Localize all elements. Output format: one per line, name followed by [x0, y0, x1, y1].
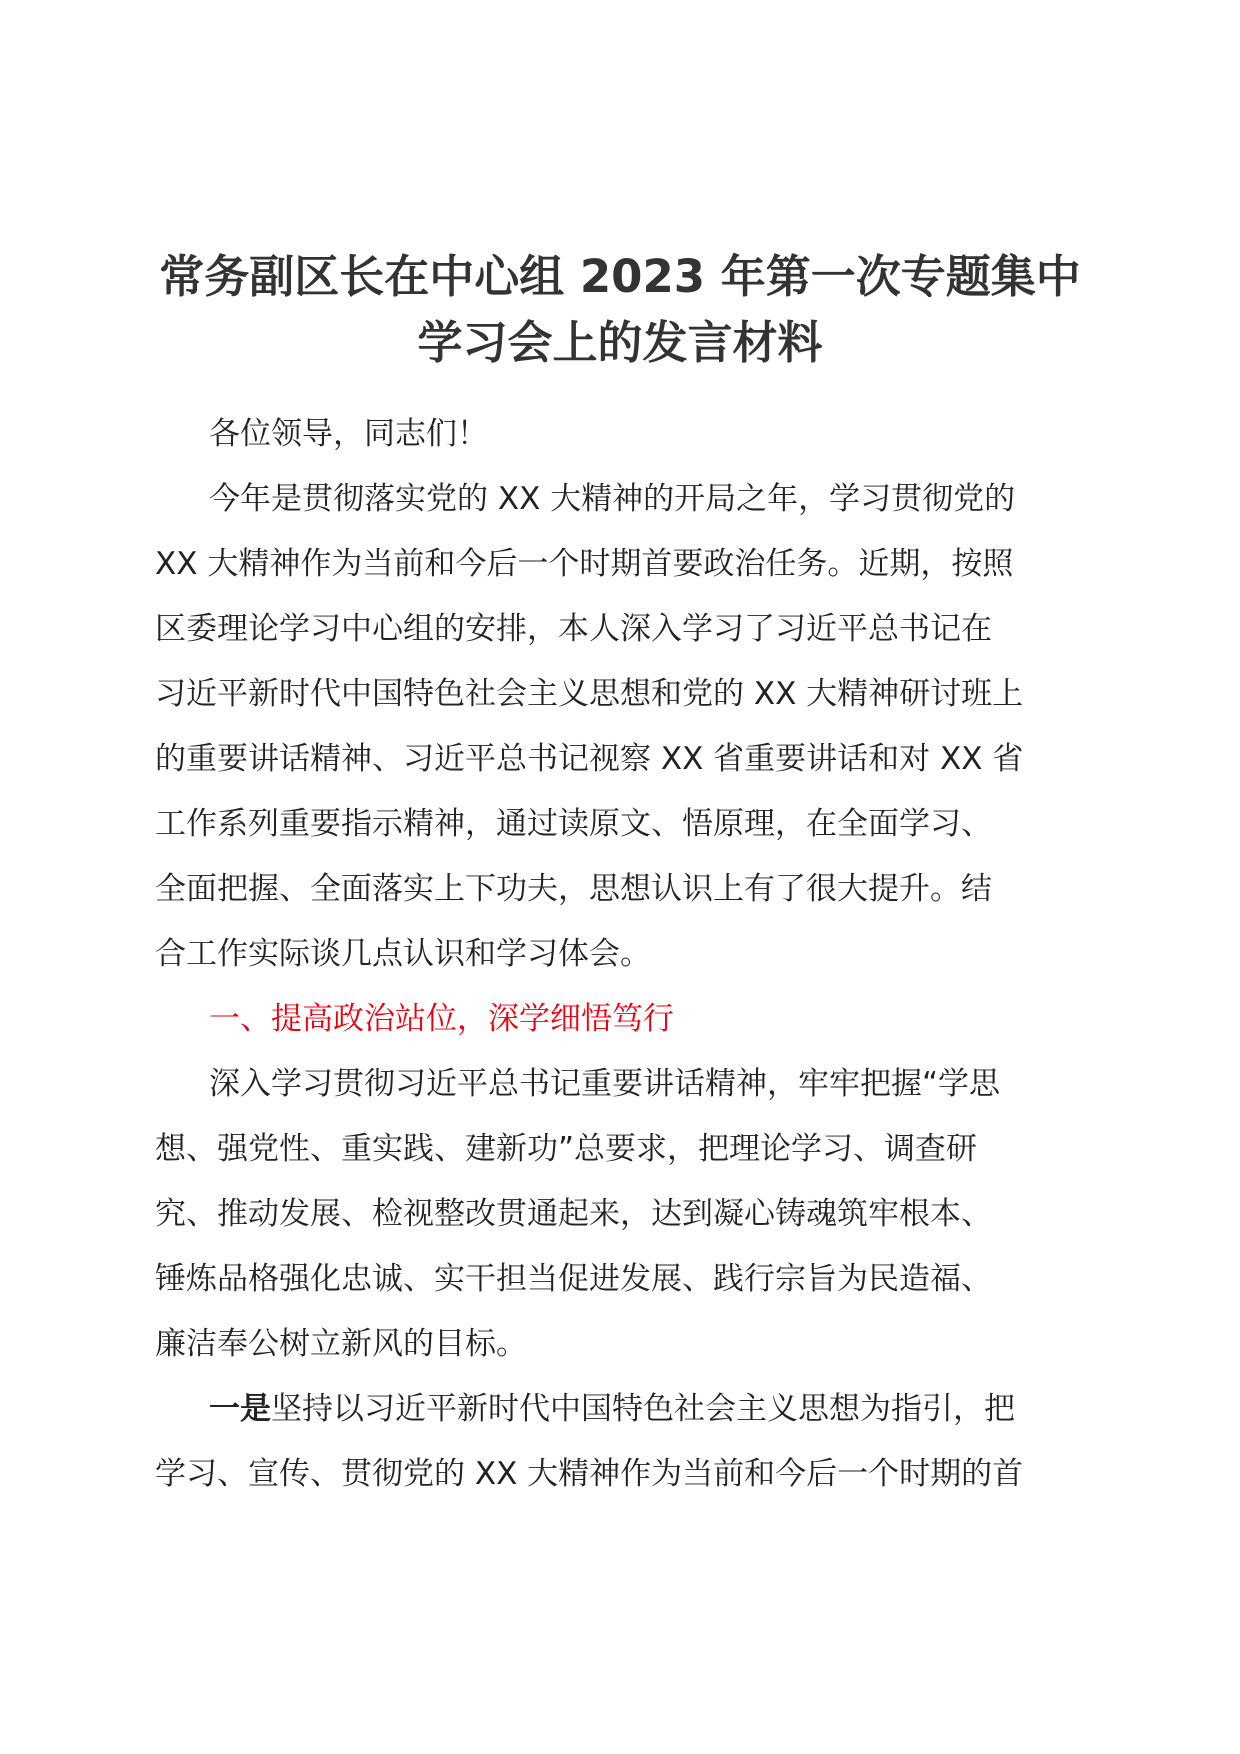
point-label: 一是 — [209, 1391, 271, 1427]
intro-line: 区委理论学习中心组的安排，本人深入学习了习近平总书记在 — [155, 611, 992, 647]
section-line: 想、强党性、重实践、建新功”总要求，把理论学习、调查研 — [155, 1131, 978, 1167]
section-heading: 一、提高政治站位，深学细悟笃行 — [209, 1001, 674, 1037]
section-line: 究、推动发展、检视整改贯通起来，达到凝心铸魂筑牢根本、 — [155, 1196, 992, 1232]
point-line — [155, 1377, 1085, 1442]
section-line: 深入学习贯彻习近平总书记重要讲话精神，牢牢把握“学思 — [209, 1066, 1001, 1102]
salutation: 各位领导，同志们！ — [209, 416, 488, 452]
point-text: 坚持以习近平新时代中国特色社会主义思想为指引，把 — [271, 1391, 1015, 1427]
title-line-1: 常务副区长在中心组 2023 年第一次专题集中 — [159, 250, 1081, 303]
intro-line: 合工作实际谈几点认识和学习体会。 — [155, 936, 651, 972]
intro-line: 今年是贯彻落实党的 XX 大精神的开局之年，学习贯彻党的 — [209, 481, 1016, 517]
intro-line: 的重要讲话精神、习近平总书记视察 XX 省重要讲话和对 XX 省 — [155, 741, 1024, 777]
point-line: 学习、宣传、贯彻党的 XX 大精神作为当前和今后一个时期的首 — [155, 1456, 1024, 1492]
section-line: 廉洁奉公树立新风的目标。 — [155, 1326, 527, 1362]
intro-line: 工作系列重要指示精神，通过读原文、悟原理，在全面学习、 — [155, 806, 992, 842]
document-body — [155, 402, 1085, 1507]
intro-line: 习近平新时代中国特色社会主义思想和党的 XX 大精神研讨班上 — [155, 676, 1024, 712]
title-line-2: 学习会上的发言材料 — [417, 316, 823, 369]
intro-line: 全面把握、全面落实上下功夫，思想认识上有了很大提升。结 — [155, 871, 992, 907]
intro-line: XX 大精神作为当前和今后一个时期首要政治任务。近期，按照 — [155, 546, 1014, 582]
section-line: 锤炼品格强化忠诚、实干担当促进发展、践行宗旨为民造福、 — [155, 1261, 992, 1297]
document-title — [150, 244, 1090, 376]
